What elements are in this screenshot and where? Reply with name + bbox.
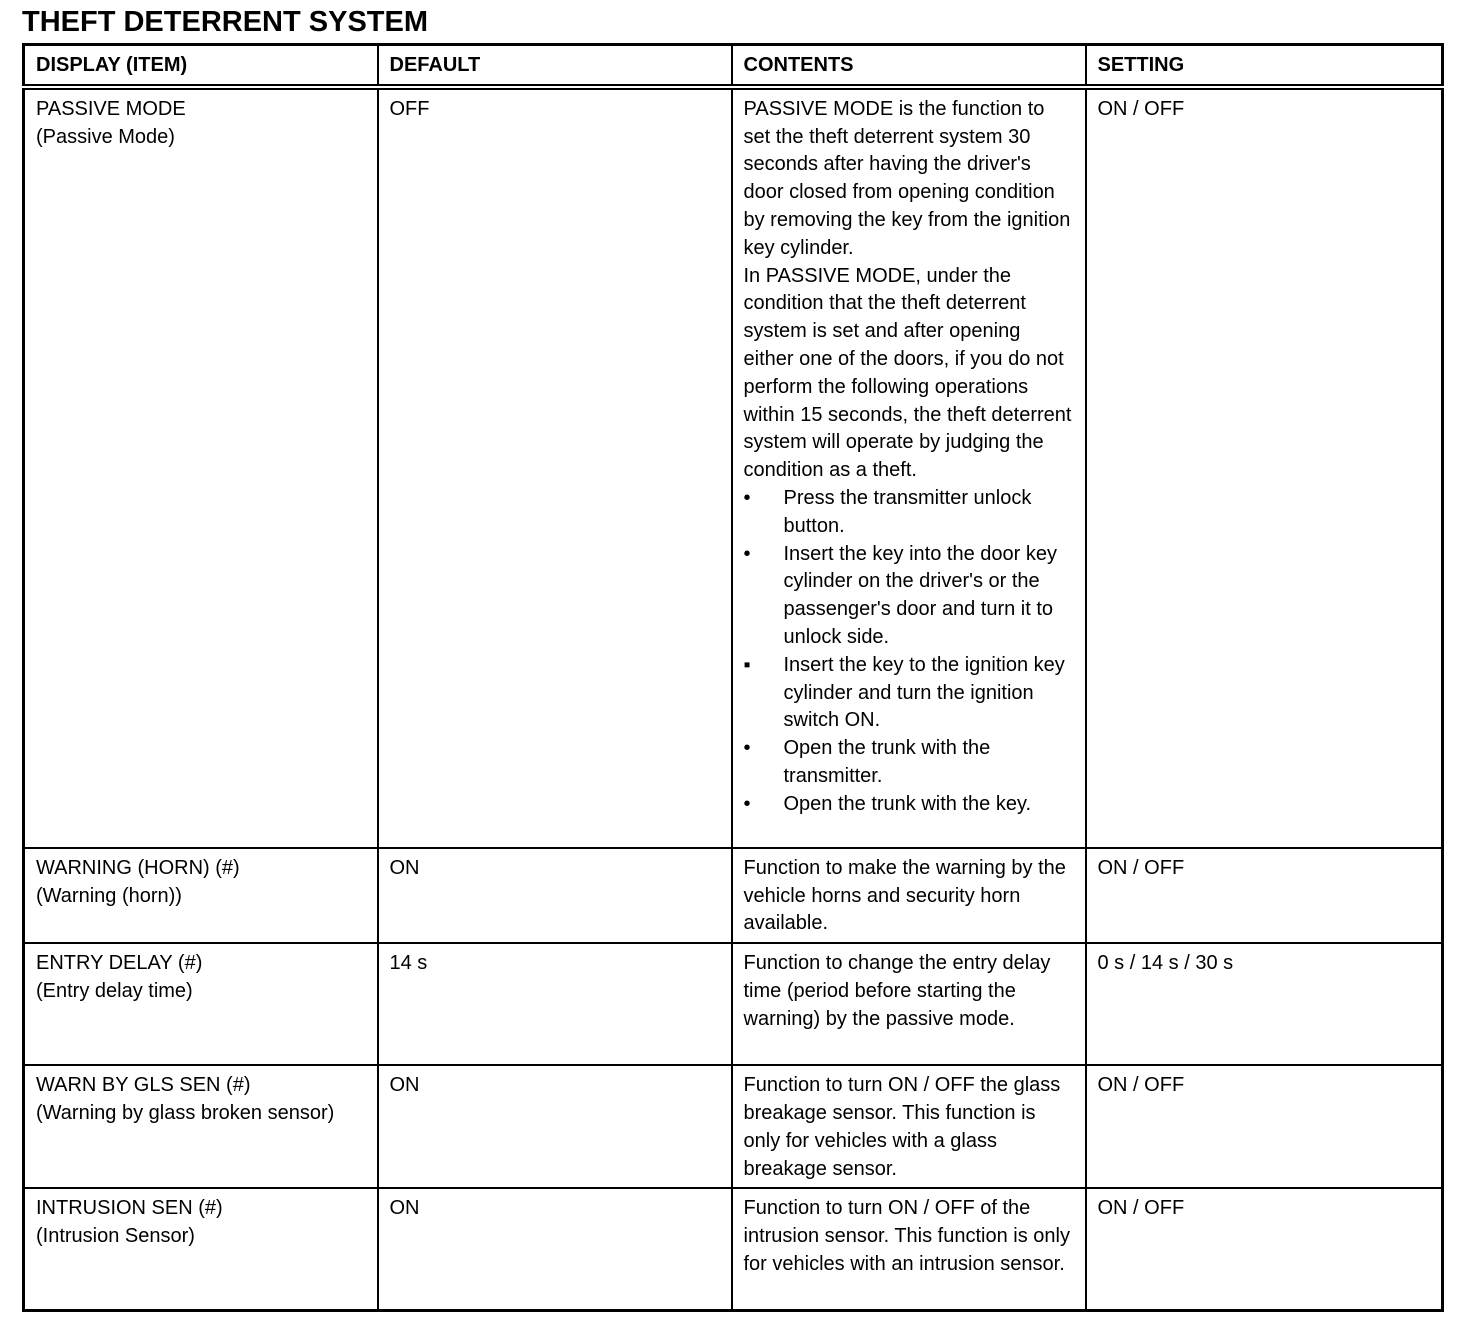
cell-setting: ON / OFF [1086,848,1443,943]
list-item-text: Insert the key to the ignition key cylinder and turn the ignition switch ON. [783,653,1065,732]
list-item [744,541,1075,652]
list-item [744,791,1075,819]
list-item-text: Open the trunk with the transmitter. [783,737,991,787]
cell-default: ON [378,1188,732,1310]
cell-default: ON [378,848,732,943]
cell-contents: Function to make the warning by the vehicle horns and security horn available. [732,848,1086,943]
list-item-text: Press the transmitter unlock button. [783,486,1032,537]
table-row-intrusion-sen [24,1188,1443,1310]
cell-contents: Function to turn ON / OFF the glass breakage sensor. This function is only for vehicles with a glass breakage sensor. [732,1065,1086,1188]
item-code: WARN BY GLS SEN (#) [36,1074,251,1097]
list-item [744,735,1075,791]
header-default: DEFAULT [378,45,732,87]
cell-setting: 0 s / 14 s / 30 s [1086,943,1443,1065]
cell-setting: ON / OFF [1086,1065,1443,1188]
item-code: PASSIVE MODE [36,97,186,120]
cell-default: ON [378,1065,732,1188]
list-item [744,485,1075,541]
cell-display-item [24,1188,378,1310]
bullet-mark: • [743,792,751,815]
bullet-mark: • [743,542,751,565]
item-name: (Entry delay time) [36,979,193,1002]
table-row-warning-horn [24,848,1443,943]
item-name: (Warning (horn)) [36,884,182,907]
item-name: (Intrusion Sensor) [36,1225,195,1248]
item-code: ENTRY DELAY (#) [36,952,203,975]
contents-paragraph: In PASSIVE MODE, under the condition that the theft deterrent system is set and after opening either one of the doors, if you do not perform the following operations within 15 seconds, the theft deterrent system will operate by judging the condition as a theft. [743,264,1072,482]
cell-contents [732,87,1086,848]
header-setting: SETTING [1086,45,1443,87]
cell-default: OFF [378,87,732,848]
cell-setting: ON / OFF [1086,1188,1443,1310]
table-header-row [24,45,1443,87]
item-name: (Warning by glass broken sensor) [36,1101,335,1124]
item-code: INTRUSION SEN (#) [36,1197,223,1220]
list-item-text: Open the trunk with the key. [783,792,1032,815]
cell-display-item [24,848,378,943]
cell-display-item [24,943,378,1065]
cell-setting: ON / OFF [1086,87,1443,848]
header-contents: CONTENTS [732,45,1086,87]
page-title: THEFT DETERRENT SYSTEM [22,6,429,38]
contents-paragraph: PASSIVE MODE is the function to set the theft deterrent system 30 seconds after having the driver's door closed from opening condition by removing the key from the ignition key cylinder. [743,97,1071,259]
list-item-text: Insert the key into the door key cylinder on the driver's or the passenger's door and turn it to unlock side. [783,542,1057,648]
item-code: WARNING (HORN) (#) [36,856,240,879]
item-name: (Passive Mode) [36,125,175,148]
header-display-item: DISPLAY (ITEM) [24,45,378,87]
bullet-mark: • [743,486,751,509]
cell-display-item [24,1065,378,1188]
settings-table [22,43,1444,1312]
cell-contents: Function to change the entry delay time (period before starting the warning) by the passive mode. [732,943,1086,1065]
cell-display-item [24,87,378,848]
cell-default: 14 s [378,943,732,1065]
list-item [744,652,1075,735]
bullet-mark: • [743,737,751,760]
table-row-entry-delay [24,943,1443,1065]
operation-list [744,485,1075,819]
bullet-mark: ▪ [743,653,751,676]
table-row-warn-by-gls-sen [24,1065,1443,1188]
table-row-passive-mode [24,87,1443,848]
cell-contents: Function to turn ON / OFF of the intrusion sensor. This function is only for vehicles with an intrusion sensor. [732,1188,1086,1310]
